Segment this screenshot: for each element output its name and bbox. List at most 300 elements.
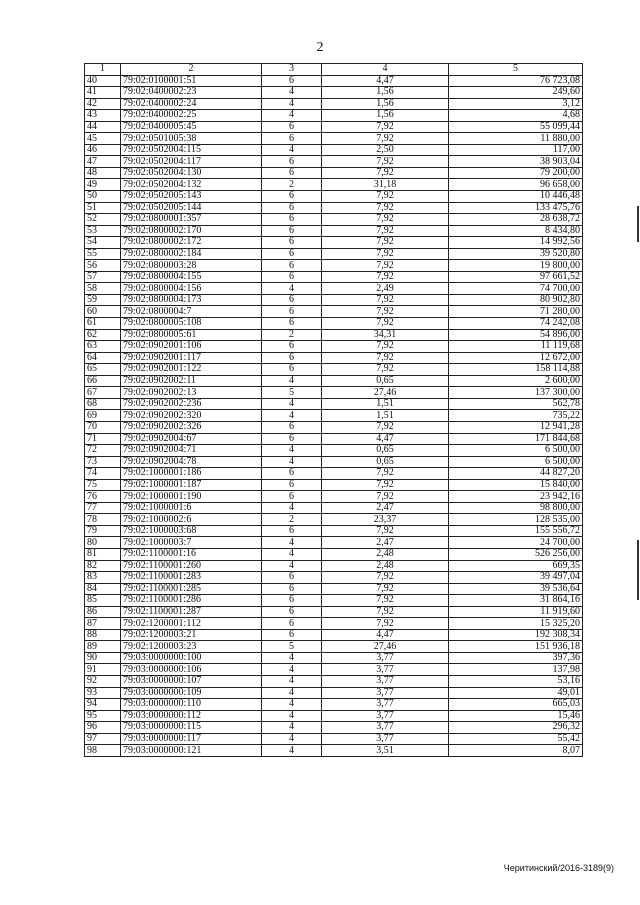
row-number-cell: 87 [85,618,121,630]
table-row [85,514,583,526]
cadastral-number-cell: 79:02:1000001:187 [121,479,262,491]
rate-cell: 1,56 [322,110,449,122]
category-cell: 4 [262,445,322,457]
category-cell: 6 [262,572,322,584]
row-number-cell: 93 [85,687,121,699]
cadastral-number-cell: 79:02:0800005:61 [121,329,262,341]
rate-cell: 7,92 [322,421,449,433]
row-number-cell: 75 [85,479,121,491]
category-cell: 2 [262,329,322,341]
column-header-1: 1 [85,64,121,76]
row-number-cell: 61 [85,318,121,330]
table-row [85,479,583,491]
row-number-cell: 58 [85,283,121,295]
cadastral-number-cell: 79:02:1200003:23 [121,641,262,653]
land-plot-table [84,63,583,757]
table-row [85,283,583,295]
amount-cell: 54 896,00 [449,329,583,341]
category-cell: 4 [262,560,322,572]
table-row [85,537,583,549]
row-number-cell: 52 [85,214,121,226]
table-row [85,456,583,468]
row-number-cell: 78 [85,514,121,526]
table-row [85,421,583,433]
cadastral-number-cell: 79:02:0502005:144 [121,202,262,214]
cadastral-number-cell: 79:02:1000002:6 [121,514,262,526]
table-row [85,110,583,122]
rate-cell: 7,92 [322,121,449,133]
column-header-4: 4 [322,64,449,76]
amount-cell: 8,07 [449,745,583,757]
cadastral-number-cell: 79:02:1200001:112 [121,618,262,630]
rate-cell: 7,92 [322,468,449,480]
amount-cell: 39 536,64 [449,583,583,595]
category-cell: 6 [262,225,322,237]
amount-cell: 97 661,52 [449,271,583,283]
rate-cell: 7,92 [322,583,449,595]
table-row [85,410,583,422]
amount-cell: 137 300,00 [449,387,583,399]
cadastral-number-cell: 79:02:0902001:122 [121,364,262,376]
table-row [85,652,583,664]
rate-cell: 1,56 [322,87,449,99]
rate-cell: 1,51 [322,398,449,410]
category-cell: 6 [262,352,322,364]
cadastral-number-cell: 79:02:0502004:115 [121,144,262,156]
document-footer-code: Черитинский/2016-3189(9) [503,863,614,873]
amount-cell: 665,03 [449,699,583,711]
cadastral-number-cell: 79:03:0000000:106 [121,664,262,676]
row-number-cell: 54 [85,237,121,249]
cadastral-number-cell: 79:02:0902001:117 [121,352,262,364]
table-row [85,733,583,745]
category-cell: 4 [262,733,322,745]
table-row [85,352,583,364]
rate-cell: 4,47 [322,75,449,87]
rate-cell: 7,92 [322,606,449,618]
rate-cell: 7,92 [322,318,449,330]
cadastral-number-cell: 79:02:1000001:190 [121,491,262,503]
row-number-cell: 81 [85,548,121,560]
row-number-cell: 40 [85,75,121,87]
rate-cell: 34,31 [322,329,449,341]
category-cell: 6 [262,156,322,168]
category-cell: 6 [262,202,322,214]
row-number-cell: 74 [85,468,121,480]
rate-cell: 7,92 [322,306,449,318]
amount-cell: 15,46 [449,710,583,722]
table-row [85,491,583,503]
rate-cell: 7,92 [322,525,449,537]
rate-cell: 7,92 [322,364,449,376]
amount-cell: 39 497,04 [449,572,583,584]
amount-cell: 8 434,80 [449,225,583,237]
cadastral-number-cell: 79:02:0902001:106 [121,341,262,353]
amount-cell: 74 242,08 [449,318,583,330]
table-row [85,341,583,353]
table-row [85,191,583,203]
row-number-cell: 84 [85,583,121,595]
rate-cell: 4,47 [322,629,449,641]
table-header-row [85,64,583,76]
row-number-cell: 71 [85,433,121,445]
amount-cell: 155 556,72 [449,525,583,537]
scan-edge-mark [637,206,639,242]
category-cell: 6 [262,364,322,376]
amount-cell: 11 880,00 [449,133,583,145]
category-cell: 6 [262,214,322,226]
cadastral-number-cell: 79:02:0800001:357 [121,214,262,226]
category-cell: 2 [262,514,322,526]
row-number-cell: 80 [85,537,121,549]
category-cell: 4 [262,537,322,549]
rate-cell: 7,92 [322,167,449,179]
amount-cell: 80 902,80 [449,294,583,306]
category-cell: 6 [262,629,322,641]
category-cell: 6 [262,260,322,272]
rate-cell: 2,50 [322,144,449,156]
amount-cell: 24 700,00 [449,537,583,549]
table-row [85,595,583,607]
table-row [85,699,583,711]
category-cell: 6 [262,294,322,306]
category-cell: 6 [262,237,322,249]
row-number-cell: 98 [85,745,121,757]
category-cell: 4 [262,502,322,514]
category-cell: 4 [262,699,322,711]
row-number-cell: 41 [85,87,121,99]
row-number-cell: 43 [85,110,121,122]
rate-cell: 3,77 [322,733,449,745]
table-row [85,687,583,699]
cadastral-number-cell: 79:03:0000000:112 [121,710,262,722]
rate-cell: 23,37 [322,514,449,526]
row-number-cell: 44 [85,121,121,133]
row-number-cell: 86 [85,606,121,618]
amount-cell: 117,00 [449,144,583,156]
cadastral-number-cell: 79:02:0400005:45 [121,121,262,133]
rate-cell: 7,92 [322,271,449,283]
rate-cell: 7,92 [322,202,449,214]
table-row [85,364,583,376]
category-cell: 4 [262,456,322,468]
table-row [85,745,583,757]
cadastral-number-cell: 79:02:0902002:11 [121,375,262,387]
row-number-cell: 70 [85,421,121,433]
cadastral-number-cell: 79:02:0501005:38 [121,133,262,145]
amount-cell: 23 942,16 [449,491,583,503]
cadastral-number-cell: 79:02:0902004:67 [121,433,262,445]
rate-cell: 3,77 [322,699,449,711]
amount-cell: 71 280,00 [449,306,583,318]
cadastral-number-cell: 79:02:1100001:286 [121,595,262,607]
row-number-cell: 63 [85,341,121,353]
cadastral-number-cell: 79:02:0502005:143 [121,191,262,203]
row-number-cell: 85 [85,595,121,607]
amount-cell: 44 827,20 [449,468,583,480]
row-number-cell: 69 [85,410,121,422]
amount-cell: 31 864,16 [449,595,583,607]
cadastral-number-cell: 79:02:1000001:186 [121,468,262,480]
amount-cell: 10 446,48 [449,191,583,203]
table-row [85,560,583,572]
amount-cell: 296,32 [449,722,583,734]
amount-cell: 526 256,00 [449,548,583,560]
table-row [85,387,583,399]
cadastral-number-cell: 79:02:0902002:236 [121,398,262,410]
row-number-cell: 62 [85,329,121,341]
rate-cell: 7,92 [322,237,449,249]
rate-cell: 3,77 [322,687,449,699]
row-number-cell: 47 [85,156,121,168]
cadastral-number-cell: 79:03:0000000:115 [121,722,262,734]
amount-cell: 15 325,20 [449,618,583,630]
table-row [85,121,583,133]
cadastral-number-cell: 79:02:0902004:71 [121,445,262,457]
table-row [85,433,583,445]
row-number-cell: 82 [85,560,121,572]
amount-cell: 171 844,68 [449,433,583,445]
cadastral-number-cell: 79:02:0800002:170 [121,225,262,237]
rate-cell: 7,92 [322,133,449,145]
rate-cell: 7,92 [322,491,449,503]
rate-cell: 3,77 [322,710,449,722]
row-number-cell: 65 [85,364,121,376]
rate-cell: 7,92 [322,156,449,168]
rate-cell: 0,65 [322,445,449,457]
row-number-cell: 45 [85,133,121,145]
row-number-cell: 48 [85,167,121,179]
rate-cell: 7,92 [322,225,449,237]
table-row [85,202,583,214]
table-row [85,294,583,306]
cadastral-number-cell: 79:02:0502004:130 [121,167,262,179]
cadastral-number-cell: 79:02:0902002:326 [121,421,262,433]
amount-cell: 6 500,00 [449,445,583,457]
category-cell: 4 [262,722,322,734]
category-cell: 6 [262,306,322,318]
row-number-cell: 97 [85,733,121,745]
table-row [85,572,583,584]
category-cell: 4 [262,98,322,110]
table-row [85,306,583,318]
rate-cell: 7,92 [322,214,449,226]
cadastral-number-cell: 79:02:0400002:24 [121,98,262,110]
amount-cell: 6 500,00 [449,456,583,468]
row-number-cell: 76 [85,491,121,503]
amount-cell: 12 672,00 [449,352,583,364]
row-number-cell: 79 [85,525,121,537]
amount-cell: 74 700,00 [449,283,583,295]
row-number-cell: 66 [85,375,121,387]
cadastral-number-cell: 79:02:0502004:132 [121,179,262,191]
table-row [85,710,583,722]
cadastral-number-cell: 79:02:1100001:283 [121,572,262,584]
rate-cell: 27,46 [322,641,449,653]
rate-cell: 3,77 [322,652,449,664]
cadastral-number-cell: 79:03:0000000:109 [121,687,262,699]
row-number-cell: 72 [85,445,121,457]
table-row [85,375,583,387]
table-row [85,722,583,734]
cadastral-number-cell: 79:02:0400002:25 [121,110,262,122]
rate-cell: 7,92 [322,191,449,203]
table-row [85,75,583,87]
rate-cell: 7,92 [322,294,449,306]
category-cell: 4 [262,375,322,387]
category-cell: 6 [262,479,322,491]
rate-cell: 7,92 [322,618,449,630]
page-number: 2 [316,40,324,55]
cadastral-number-cell: 79:03:0000000:121 [121,745,262,757]
category-cell: 6 [262,491,322,503]
cadastral-number-cell: 79:03:0000000:110 [121,699,262,711]
cadastral-number-cell: 79:02:0902002:13 [121,387,262,399]
table-row [85,675,583,687]
table-body [85,75,583,756]
amount-cell: 4,68 [449,110,583,122]
cadastral-number-cell: 79:02:1100001:16 [121,548,262,560]
category-cell: 4 [262,410,322,422]
amount-cell: 76 723,08 [449,75,583,87]
cadastral-number-cell: 79:02:0800002:172 [121,237,262,249]
row-number-cell: 91 [85,664,121,676]
category-cell: 6 [262,167,322,179]
row-number-cell: 89 [85,641,121,653]
cadastral-number-cell: 79:02:1100001:287 [121,606,262,618]
cadastral-number-cell: 79:02:1100001:260 [121,560,262,572]
cadastral-number-cell: 79:02:1200003:21 [121,629,262,641]
table-row [85,618,583,630]
amount-cell: 397,36 [449,652,583,664]
amount-cell: 15 840,00 [449,479,583,491]
row-number-cell: 96 [85,722,121,734]
cadastral-number-cell: 79:02:0100001:51 [121,75,262,87]
rate-cell: 1,51 [322,410,449,422]
category-cell: 6 [262,341,322,353]
table-row [85,237,583,249]
row-number-cell: 46 [85,144,121,156]
rate-cell: 0,65 [322,375,449,387]
amount-cell: 49,01 [449,687,583,699]
row-number-cell: 88 [85,629,121,641]
amount-cell: 79 200,00 [449,167,583,179]
table-row [85,271,583,283]
table-row [85,318,583,330]
rate-cell: 7,92 [322,352,449,364]
rate-cell: 7,92 [322,248,449,260]
cadastral-number-cell: 79:02:0502004:117 [121,156,262,168]
row-number-cell: 68 [85,398,121,410]
cadastral-number-cell: 79:02:0902004:78 [121,456,262,468]
rate-cell: 2,49 [322,283,449,295]
category-cell: 6 [262,468,322,480]
category-cell: 4 [262,687,322,699]
rate-cell: 2,47 [322,537,449,549]
category-cell: 6 [262,121,322,133]
category-cell: 4 [262,652,322,664]
rate-cell: 7,92 [322,572,449,584]
category-cell: 5 [262,387,322,399]
column-header-3: 3 [262,64,322,76]
rate-cell: 1,56 [322,98,449,110]
row-number-cell: 94 [85,699,121,711]
row-number-cell: 57 [85,271,121,283]
category-cell: 4 [262,664,322,676]
amount-cell: 562,78 [449,398,583,410]
cadastral-number-cell: 79:03:0000000:100 [121,652,262,664]
amount-cell: 192 308,34 [449,629,583,641]
cadastral-number-cell: 79:02:0800005:108 [121,318,262,330]
table-row [85,629,583,641]
table-row [85,133,583,145]
table-row [85,260,583,272]
table-row [85,87,583,99]
row-number-cell: 42 [85,98,121,110]
rate-cell: 7,92 [322,595,449,607]
category-cell: 5 [262,641,322,653]
amount-cell: 3,12 [449,98,583,110]
amount-cell: 98 800,00 [449,502,583,514]
row-number-cell: 56 [85,260,121,272]
cadastral-number-cell: 79:02:1000003:68 [121,525,262,537]
table-row [85,468,583,480]
table-row [85,525,583,537]
table-row [85,225,583,237]
table-row [85,156,583,168]
table-row [85,398,583,410]
row-number-cell: 83 [85,572,121,584]
amount-cell: 12 941,28 [449,421,583,433]
cadastral-number-cell: 79:02:1000003:7 [121,537,262,549]
category-cell: 6 [262,248,322,260]
category-cell: 6 [262,271,322,283]
rate-cell: 4,47 [322,433,449,445]
row-number-cell: 90 [85,652,121,664]
amount-cell: 158 114,88 [449,364,583,376]
cadastral-number-cell: 79:02:0800004:155 [121,271,262,283]
category-cell: 6 [262,595,322,607]
rate-cell: 2,48 [322,548,449,560]
table-row [85,98,583,110]
amount-cell: 14 992,56 [449,237,583,249]
category-cell: 6 [262,318,322,330]
category-cell: 6 [262,191,322,203]
table-row [85,248,583,260]
category-cell: 4 [262,710,322,722]
category-cell: 4 [262,110,322,122]
rate-cell: 31,18 [322,179,449,191]
rate-cell: 7,92 [322,260,449,272]
amount-cell: 669,35 [449,560,583,572]
row-number-cell: 49 [85,179,121,191]
category-cell: 2 [262,179,322,191]
amount-cell: 19 800,00 [449,260,583,272]
rate-cell: 3,51 [322,745,449,757]
category-cell: 6 [262,583,322,595]
table-row [85,641,583,653]
cadastral-number-cell: 79:02:0800003:28 [121,260,262,272]
table-row [85,502,583,514]
column-header-5: 5 [449,64,583,76]
row-number-cell: 64 [85,352,121,364]
row-number-cell: 92 [85,675,121,687]
table-row [85,144,583,156]
rate-cell: 7,92 [322,341,449,353]
cadastral-number-cell: 79:03:0000000:107 [121,675,262,687]
rate-cell: 2,48 [322,560,449,572]
table-row [85,606,583,618]
